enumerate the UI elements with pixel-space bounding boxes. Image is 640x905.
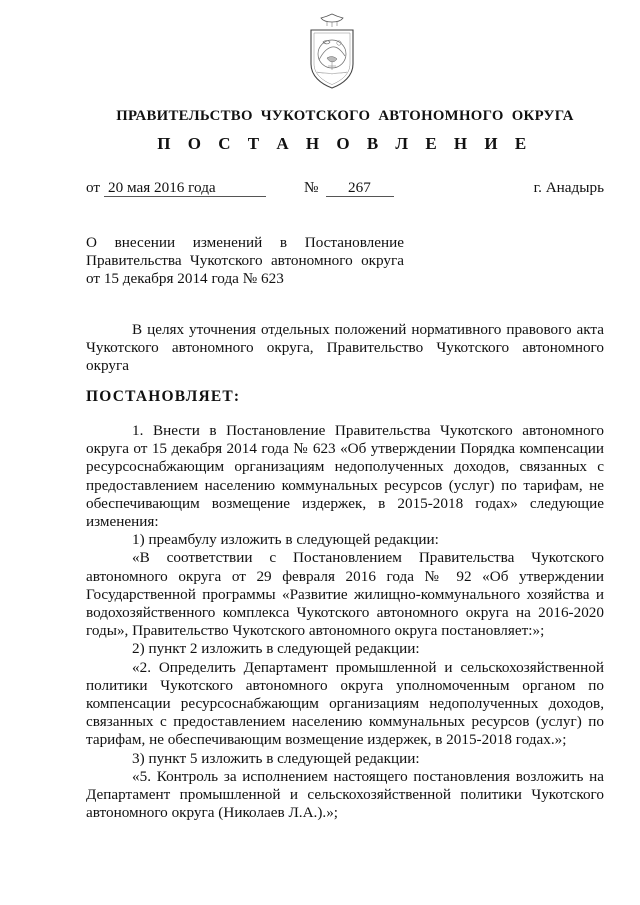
document-meta-row (86, 179, 604, 199)
document-subject (86, 234, 404, 289)
body-line: водохозяйственного комплекса Чукотского автономного округа на 2016-2020 (86, 604, 604, 622)
decree-heading: ПОСТАНОВЛЯЕТ: (86, 388, 241, 405)
date-from-label: от (86, 179, 101, 196)
subject-line: от 15 декабря 2014 года № 623 (86, 270, 284, 288)
body-line: Государственной программы «Развитие жилищно-коммунального хозяйства и (86, 585, 604, 603)
body-line: 1) преамбулу изложить в следующей редакции: (132, 531, 439, 549)
body-line: Департамент промышленной и сельскохозяйственной политики Чукотского (86, 786, 604, 804)
body-line: 2) пункт 2 изложить в следующей редакции: (132, 640, 420, 658)
body-line: изменения: (86, 513, 159, 531)
number-label: № (304, 179, 319, 196)
body-line: политики Чукотского автономного округа уполномоченным органом по (86, 676, 604, 694)
subject-line: Правительства Чукотского автономного округа (86, 252, 404, 270)
coat-of-arms-emblem (303, 12, 361, 92)
body-line: «5. Контроль за исполнением настоящего постановления возложить на (132, 767, 604, 785)
body-line: предоставлением населению коммунальных ресурсов (услуг) по тарифам, не (86, 476, 604, 494)
preamble-line: округа (86, 357, 129, 375)
body-line: округа от 15 декабря 2014 года № 623 «Об утверждении Порядка компенсации (86, 440, 604, 458)
government-name-heading: ПРАВИТЕЛЬСТВО ЧУКОТСКОГО АВТОНОМНОГО ОКРУГА (116, 108, 574, 124)
body-line: «2. Определить Департамент промышленной и сельскохозяйственной (132, 658, 604, 676)
body-line: 1. Внести в Постановление Правительства Чукотского автономного (132, 422, 604, 439)
preamble-paragraph (86, 321, 604, 376)
preamble-line: В целях уточнения отдельных положений нормативного правового акта (132, 321, 604, 338)
body-line: связанных с предоставлением населению коммунальных ресурсов (услуг) по (86, 713, 604, 731)
body-line: автономного округа (Николаев Л.А.).»; (86, 804, 339, 822)
subject-line: О внесении изменений в Постановление (86, 234, 404, 251)
decree-body (86, 422, 604, 822)
city-name: г. Анадырь (533, 179, 604, 196)
body-line: годы», Правительство Чукотского автономного округа постановляет:»; (86, 622, 545, 640)
body-line: «В соответствии с Постановлением Правительства Чукотского (132, 549, 604, 567)
date-underline (104, 196, 266, 197)
document-type-heading: П О С Т А Н О В Л Е Н И Е (157, 134, 533, 153)
body-line: обеспечивающим возмещение издержек, в 2015-2018 годах» следующие (86, 494, 604, 512)
body-line: автономного округа от 29 февраля 2016 года № 92 «Об утверждении (86, 567, 604, 585)
preamble-line: Чукотского автономного округа, Правительство Чукотского автономного (86, 339, 604, 357)
number-underline (326, 196, 394, 197)
document-date: 20 мая 2016 года (108, 179, 216, 196)
body-line: 3) пункт 5 изложить в следующей редакции: (132, 749, 420, 767)
body-line: компенсации ресурсоснабжающим организациям недополученных доходов, (86, 695, 604, 713)
body-line: ресурсоснабжающим организациям недополученных доходов, связанных с (86, 458, 604, 476)
body-line: тарифам, не обеспечивающим возмещение издержек, в 2015-2018 годах.»; (86, 731, 567, 749)
document-number: 267 (348, 179, 371, 196)
